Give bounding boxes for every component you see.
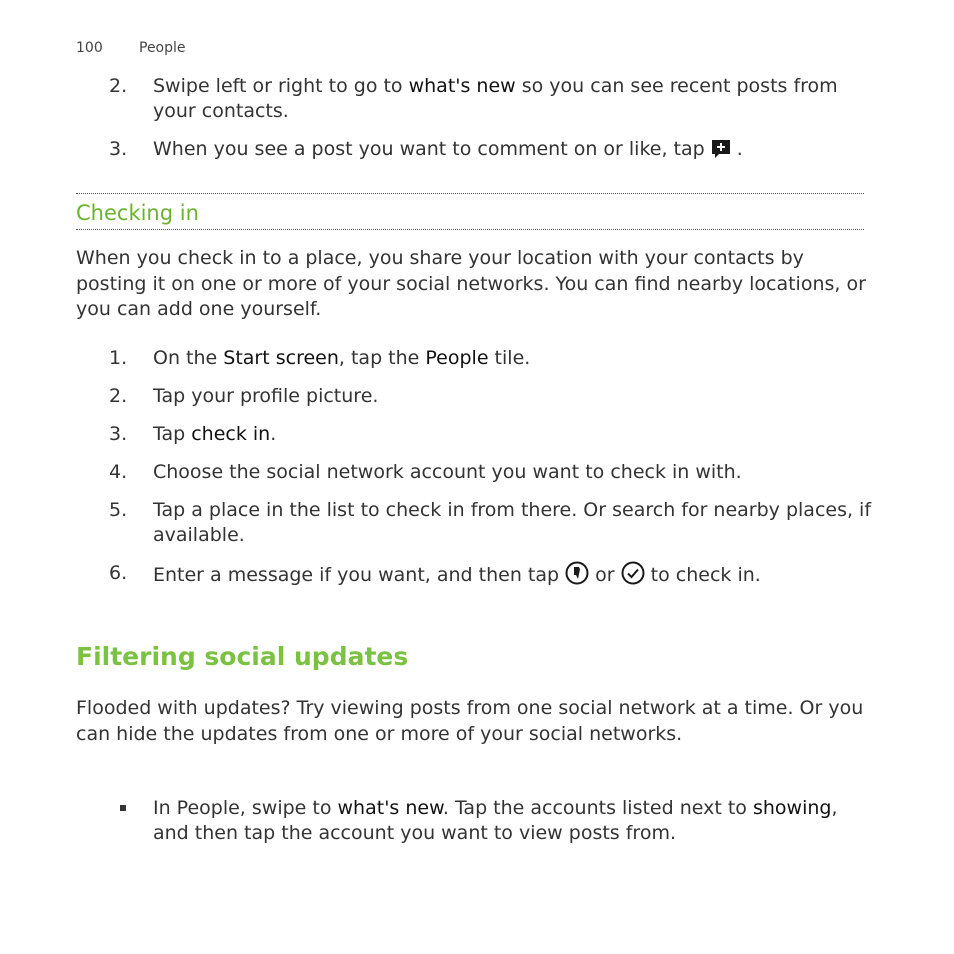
ui-term: Start screen (223, 347, 339, 369)
list-item (76, 346, 876, 371)
step-number: 3. (109, 138, 128, 160)
step-text: On the (153, 347, 224, 369)
step-text: Enter a message if you want, and then tap (153, 564, 566, 586)
checking-in-steps (76, 346, 876, 592)
step-number: 1. (109, 347, 128, 369)
list-item (76, 74, 876, 124)
ui-term: check in (191, 423, 271, 445)
step-text: Tap your profile picture. (153, 385, 379, 407)
list-item (76, 796, 876, 846)
bullet-text: . Tap the accounts listed next to (442, 797, 753, 819)
step-text: , tap the (338, 347, 426, 369)
page-number: 100 (76, 40, 103, 56)
section-heading: Filtering social updates (76, 642, 409, 671)
list-item (76, 137, 876, 166)
step-number: 4. (109, 461, 128, 483)
list-item (76, 498, 876, 548)
step-text: . (270, 423, 277, 445)
bullet-marker (120, 805, 126, 811)
subheading: Checking in (76, 201, 199, 225)
step-text: Tap (153, 423, 192, 445)
filtering-bullets (76, 796, 876, 846)
step-number: 6. (109, 562, 128, 584)
step-number: 5. (109, 499, 128, 521)
top-steps-list (76, 74, 876, 166)
step-text: tile. (488, 347, 531, 369)
checkmark-circle-icon (621, 561, 645, 592)
step-number: 3. (109, 423, 128, 445)
step-text: Choose the social network account you want to check in with. (153, 461, 742, 483)
bullet-text: , and then tap the account you want to view posts from. (153, 797, 838, 844)
header-section: People (139, 40, 186, 56)
ui-term: showing (752, 797, 832, 819)
step-text: Tap a place in the list to check in from there. Or search for nearby places, if available. (153, 499, 872, 546)
step-text: When you see a post you want to comment on or like, tap (153, 138, 711, 160)
comment-icon (711, 139, 731, 166)
step-text: . (736, 138, 743, 160)
list-item (76, 384, 876, 409)
step-number: 2. (109, 385, 128, 407)
ui-term: what's new (408, 75, 516, 97)
step-text: or (589, 564, 621, 586)
list-item (76, 561, 876, 592)
step-number: 2. (109, 75, 128, 97)
list-item (76, 422, 876, 447)
page-header (76, 40, 186, 56)
list-item (76, 460, 876, 485)
divider-top (76, 193, 864, 194)
divider-bottom (76, 229, 864, 230)
bullet-text: In People, swipe to (153, 797, 338, 819)
checking-in-intro: When you check in to a place, you share your location with your contacts by posting it on one or more of your social networks. You can find nearby locations, or you can add one yourself. (76, 247, 866, 320)
step-text: so you can see recent posts from your contacts. (153, 75, 838, 122)
ui-term: what's new (337, 797, 443, 819)
ui-term: People (425, 347, 489, 369)
step-text: to check in. (644, 564, 761, 586)
filtering-intro: Flooded with updates? Try viewing posts from one social network at a time. Or you can hide the updates from one or more of your social networks. (76, 697, 864, 745)
post-icon (565, 561, 589, 592)
step-text: Swipe left or right to go to (153, 75, 409, 97)
